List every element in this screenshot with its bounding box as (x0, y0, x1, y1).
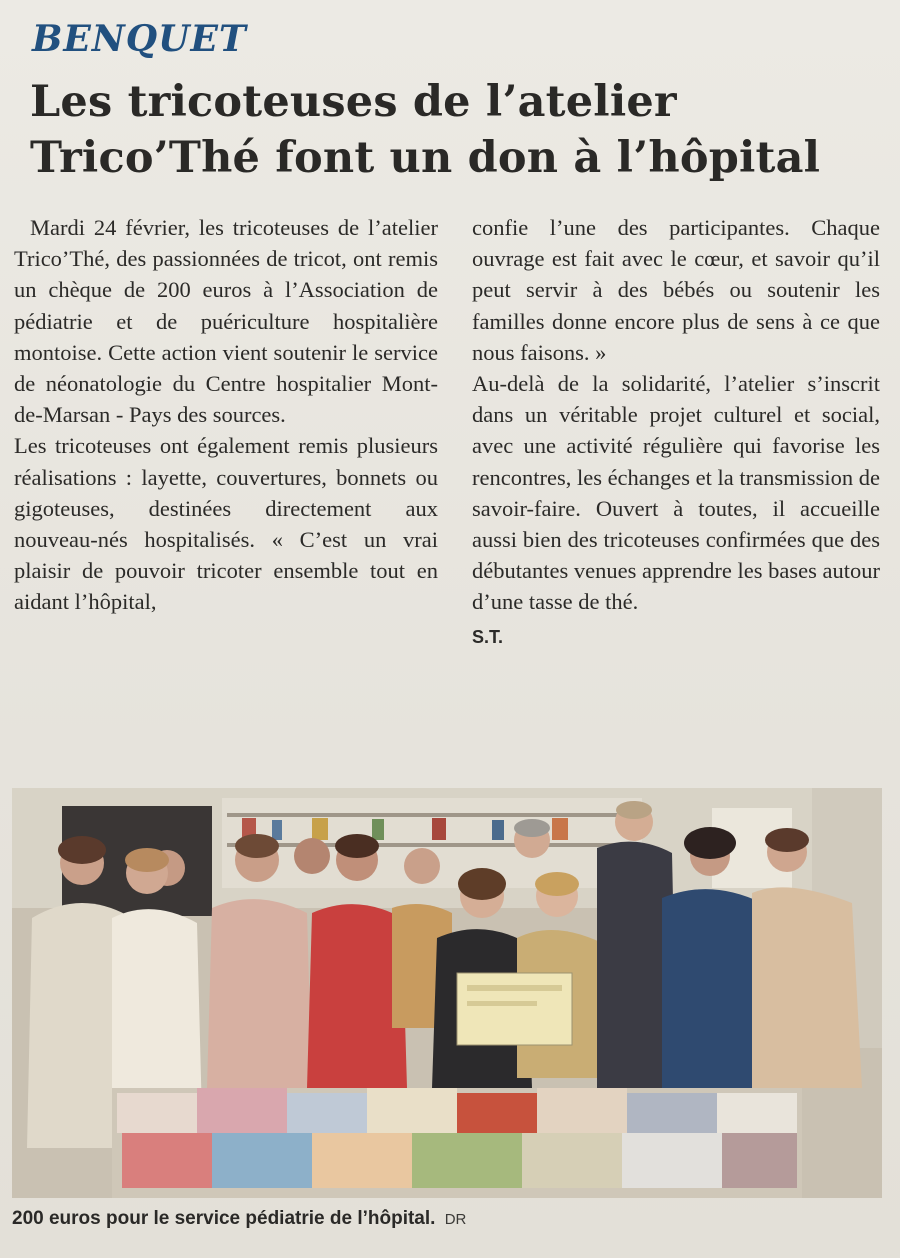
photo-credit: DR (444, 1211, 467, 1228)
author-signature: S.T. (472, 626, 504, 647)
article-column-right (472, 212, 880, 653)
article-paragraph: Au-delà de la solidarité, l’atelier s’inscrit dans un véritable projet culturel et social, avec une activité régulière qui favorise les rencontres, les échanges et la transmission de savoir-faire. Ouvert à toutes, il accueille aussi bien des tricoteuses confirmées que des débutantes venues apprendre les bases autour d’une tasse de thé. (472, 371, 880, 615)
group-photo (12, 788, 882, 1198)
article-paragraph: confie l’une des participantes. Chaque ouvrage est fait avec le cœur, et savoir qu’il peut servir à des bébés ou soutenir les familles donne encore plus de sens à ce que nous faisons. » (472, 215, 880, 365)
article-paragraph: Les tricoteuses ont également remis plusieurs réalisations : layette, couvertures, bonnets ou gigoteuses, destinées directement aux nouveau-nés hospitalisés. « C’est un vrai plaisir de pouvoir tricoter ensemble tout en aidant l’hôpital, (14, 433, 438, 615)
photo-caption-text: 200 euros pour le service pédiatrie de l’hôpital. (12, 1208, 436, 1229)
group-photo-illustration (12, 788, 882, 1198)
article-column-left (14, 212, 438, 618)
article-headline: Les tricoteuses de l’atelier Trico’Thé font un don à l’hôpital (30, 77, 821, 183)
photo-caption (12, 1208, 466, 1230)
article-paragraph: Mardi 24 février, les tricoteuses de l’atelier Trico’Thé, des passionnées de tricot, ont remis un chèque de 200 euros à l’Association de pédiatrie et de puériculture hospitalière montoise. Cette action vient soutenir le service de néonatologie du Centre hospitalier Mont-de-Marsan - Pays des sources. (14, 215, 438, 428)
section-kicker: BENQUET (32, 18, 247, 60)
knitted-items (117, 1088, 797, 1188)
